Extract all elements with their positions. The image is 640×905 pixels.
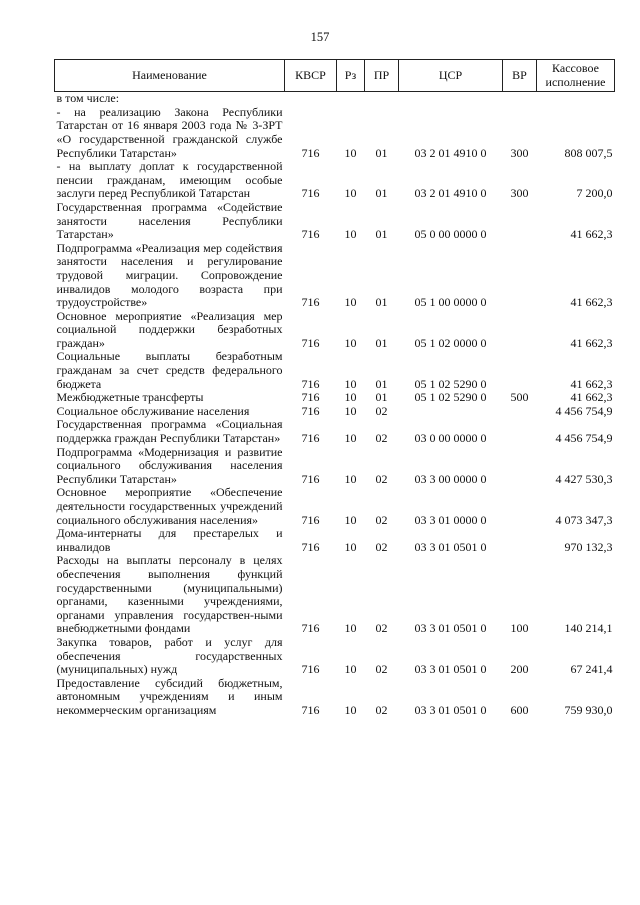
table-row bbox=[55, 486, 615, 527]
table-header-row bbox=[55, 60, 615, 92]
row-rz: 10 bbox=[344, 295, 357, 310]
row-name: Основное мероприятие «Обеспечение деятельности государственных учреждений социального обслуживания населения» bbox=[56, 485, 283, 527]
row-kvsr: 716 bbox=[301, 702, 320, 717]
row-kvsr: 716 bbox=[301, 376, 320, 391]
row-name: Государственная программа «Содействие занятости населения Республики Татарстан» bbox=[56, 199, 283, 242]
row-vr bbox=[503, 350, 537, 391]
row-amount: 41 662,3 bbox=[570, 335, 613, 350]
row-pr: 01 bbox=[375, 390, 388, 405]
row-name: Закупка товаров, работ и услуг для обеспечения государственных (муниципальных) нужд bbox=[56, 634, 283, 677]
row-rz: 10 bbox=[344, 335, 357, 350]
row-amount: 41 662,3 bbox=[570, 376, 613, 391]
row-kvsr: 716 bbox=[301, 662, 320, 677]
table-row bbox=[55, 92, 615, 106]
row-pr: 02 bbox=[375, 512, 388, 527]
table-row bbox=[55, 405, 615, 419]
row-pr: 02 bbox=[375, 403, 388, 418]
row-amount: 67 241,4 bbox=[570, 662, 613, 677]
row-vr bbox=[503, 405, 537, 419]
table-row bbox=[55, 554, 615, 636]
row-pr: 01 bbox=[375, 145, 388, 160]
row-pr: 02 bbox=[375, 539, 388, 554]
row-vr bbox=[503, 201, 537, 242]
row-rz: 10 bbox=[344, 390, 357, 405]
row-vr bbox=[503, 527, 537, 554]
page-number: 157 bbox=[310, 30, 330, 44]
row-rz: 10 bbox=[344, 702, 357, 717]
row-kvsr: 716 bbox=[301, 471, 320, 486]
row-pr: 02 bbox=[375, 702, 388, 717]
row-amount: 41 662,3 bbox=[570, 227, 613, 242]
column-header-name: Наименование bbox=[55, 60, 285, 92]
row-csr: 03 3 01 0501 0 bbox=[414, 621, 487, 636]
row-vr bbox=[503, 486, 537, 527]
table-row bbox=[55, 106, 615, 160]
row-rz bbox=[337, 92, 365, 106]
row-csr: 03 3 00 0000 0 bbox=[414, 471, 487, 486]
row-name: Социальные выплаты безработным гражданам за счет средств федерального бюджета bbox=[56, 349, 283, 391]
column-header-rz: Рз bbox=[337, 60, 365, 92]
row-csr: 03 2 01 4910 0 bbox=[414, 145, 487, 160]
row-name: Дома-интернаты для престарелых и инвалидов bbox=[56, 526, 283, 554]
row-name: Предоставление субсидий бюджетным, автономным учреждениям и иным некоммерческим организациям bbox=[56, 675, 283, 717]
row-vr: 100 bbox=[510, 621, 529, 636]
row-kvsr bbox=[285, 92, 337, 106]
row-pr: 01 bbox=[375, 335, 388, 350]
table-row bbox=[55, 160, 615, 201]
row-kvsr: 716 bbox=[301, 403, 320, 418]
row-rz: 10 bbox=[344, 471, 357, 486]
row-kvsr: 716 bbox=[301, 295, 320, 310]
row-kvsr: 716 bbox=[301, 227, 320, 242]
row-amount: 4 456 754,9 bbox=[555, 403, 613, 418]
row-amount: 970 132,3 bbox=[564, 539, 613, 554]
row-name: Расходы на выплаты персоналу в целях обеспечения выполнения функций государственными (муниципальными) органами, казенными учреждениями, органами управления государствен-ными внебюджетными фондами bbox=[56, 553, 283, 636]
row-amount: 4 427 530,3 bbox=[555, 471, 613, 486]
row-csr: 05 1 02 5290 0 bbox=[414, 390, 487, 405]
row-amount: 759 930,0 bbox=[564, 702, 613, 717]
row-rz: 10 bbox=[344, 512, 357, 527]
row-pr: 02 bbox=[375, 621, 388, 636]
table-row bbox=[55, 350, 615, 391]
row-name: Подпрограмма «Реализация мер содействия занятости населения и регулирование трудовой миграции. Сопровождение инвалидов молодого возраста при трудоустройстве» bbox=[56, 240, 283, 310]
row-kvsr: 716 bbox=[301, 431, 320, 446]
row-vr: 300 bbox=[510, 186, 529, 201]
row-vr bbox=[503, 310, 537, 351]
table-row bbox=[55, 677, 615, 718]
column-header-amount: Кассовое исполнение bbox=[537, 60, 615, 92]
row-amount: 7 200,0 bbox=[576, 186, 613, 201]
row-pr: 01 bbox=[375, 186, 388, 201]
table-row bbox=[55, 418, 615, 445]
table-row bbox=[55, 242, 615, 310]
row-amount bbox=[537, 92, 615, 106]
row-name: Социальное обслуживание населения bbox=[56, 403, 250, 418]
row-vr bbox=[503, 446, 537, 487]
row-kvsr: 716 bbox=[301, 390, 320, 405]
row-csr: 03 3 01 0501 0 bbox=[414, 662, 487, 677]
table-row bbox=[55, 446, 615, 487]
table-row bbox=[55, 310, 615, 351]
column-header-csr: ЦСР bbox=[399, 60, 503, 92]
column-header-vr: ВР bbox=[503, 60, 537, 92]
row-csr: 05 1 02 0000 0 bbox=[414, 335, 487, 350]
row-rz: 10 bbox=[344, 539, 357, 554]
row-csr: 05 0 00 0000 0 bbox=[414, 227, 487, 242]
row-vr bbox=[503, 418, 537, 445]
row-csr: 03 3 01 0501 0 bbox=[414, 702, 487, 717]
row-rz: 10 bbox=[344, 621, 357, 636]
row-csr bbox=[399, 405, 503, 419]
row-amount: 41 662,3 bbox=[570, 295, 613, 310]
row-csr: 03 0 00 0000 0 bbox=[414, 431, 487, 446]
row-amount: 41 662,3 bbox=[570, 390, 613, 405]
row-pr: 01 bbox=[375, 227, 388, 242]
row-name: Межбюджетные трансферты bbox=[56, 390, 204, 405]
row-amount: 808 007,5 bbox=[564, 145, 613, 160]
row-name: Основное мероприятие «Реализация мер социальной поддержки безработных граждан» bbox=[56, 308, 283, 350]
column-header-pr: ПР bbox=[365, 60, 399, 92]
row-name: в том числе: bbox=[56, 91, 120, 106]
row-name: - на выплату доплат к государственной пенсии гражданам, имеющим особые заслуги перед Республикой Татарстан bbox=[56, 159, 283, 201]
table-row bbox=[55, 527, 615, 554]
row-kvsr: 716 bbox=[301, 335, 320, 350]
row-pr: 02 bbox=[375, 471, 388, 486]
row-csr: 05 1 02 5290 0 bbox=[414, 376, 487, 391]
row-rz: 10 bbox=[344, 662, 357, 677]
row-pr: 02 bbox=[375, 431, 388, 446]
row-kvsr: 716 bbox=[301, 621, 320, 636]
row-vr: 500 bbox=[510, 390, 529, 405]
row-csr: 05 1 00 0000 0 bbox=[414, 295, 487, 310]
row-vr: 600 bbox=[510, 702, 529, 717]
row-name: Государственная программа «Социальная поддержка граждан Республики Татарстан» bbox=[56, 417, 283, 446]
row-amount: 4 456 754,9 bbox=[555, 431, 613, 446]
row-vr: 300 bbox=[510, 145, 529, 160]
budget-table bbox=[54, 59, 615, 718]
row-vr bbox=[503, 92, 537, 106]
table-row bbox=[55, 636, 615, 677]
row-amount: 4 073 347,3 bbox=[555, 512, 613, 527]
row-rz: 10 bbox=[344, 376, 357, 391]
row-rz: 10 bbox=[344, 186, 357, 201]
row-csr bbox=[399, 92, 503, 106]
row-name: - на реализацию Закона Республики Татарстан от 16 января 2003 года № 3-ЗРТ «О государственной гражданской службе Республики Татарстан» bbox=[56, 104, 283, 160]
row-name: Подпрограмма «Модернизация и развитие социального обслуживания населения Республики Татарстан» bbox=[56, 444, 283, 486]
column-header-kvsr: КВСР bbox=[285, 60, 337, 92]
row-rz: 10 bbox=[344, 431, 357, 446]
row-csr: 03 2 01 4910 0 bbox=[414, 186, 487, 201]
row-vr bbox=[503, 242, 537, 310]
row-kvsr: 716 bbox=[301, 186, 320, 201]
row-rz: 10 bbox=[344, 145, 357, 160]
row-kvsr: 716 bbox=[301, 145, 320, 160]
row-kvsr: 716 bbox=[301, 512, 320, 527]
row-pr bbox=[365, 92, 399, 106]
row-vr: 200 bbox=[510, 662, 529, 677]
row-csr: 03 3 01 0000 0 bbox=[414, 512, 487, 527]
row-csr: 03 3 01 0501 0 bbox=[414, 539, 487, 554]
row-rz: 10 bbox=[344, 227, 357, 242]
row-kvsr: 716 bbox=[301, 539, 320, 554]
row-pr: 01 bbox=[375, 295, 388, 310]
row-rz: 10 bbox=[344, 403, 357, 418]
table-row bbox=[55, 391, 615, 405]
row-pr: 01 bbox=[375, 376, 388, 391]
row-pr: 02 bbox=[375, 662, 388, 677]
row-amount: 140 214,1 bbox=[564, 621, 613, 636]
table-row bbox=[55, 201, 615, 242]
